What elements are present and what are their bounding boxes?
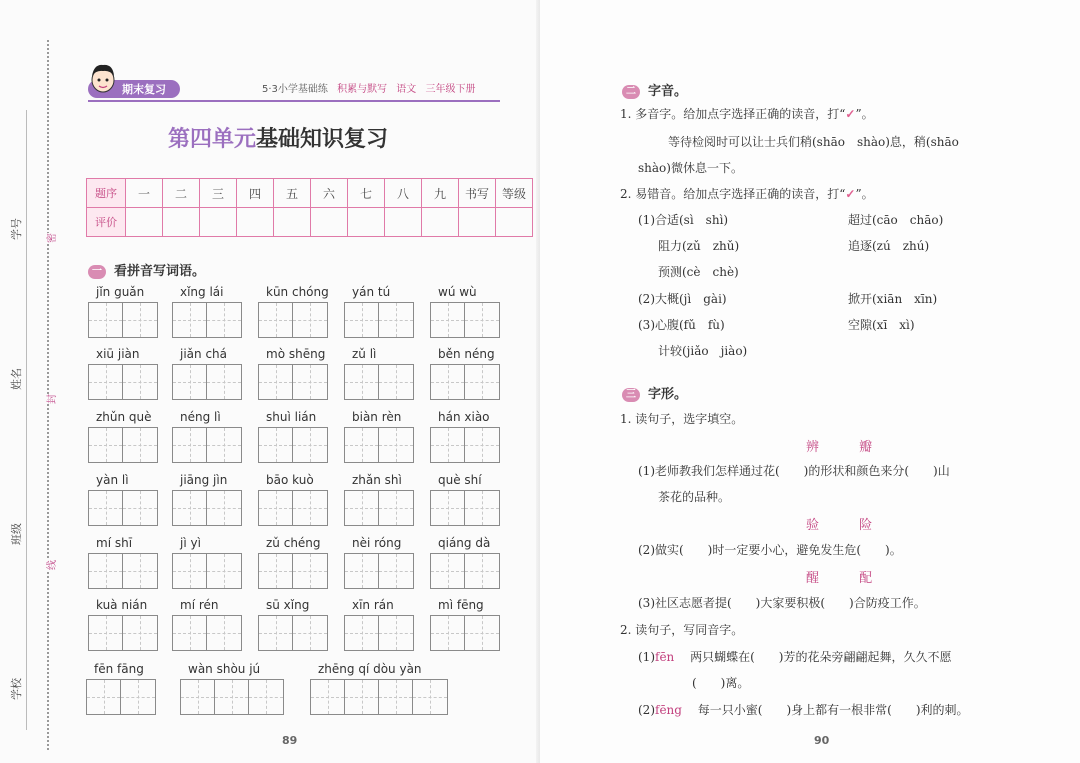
writing-box[interactable] [345,616,379,650]
section-number: 一 [88,265,106,279]
pinyin-label: jiāng jìn [180,473,228,487]
writing-boxes[interactable] [180,679,284,715]
writing-box[interactable] [207,365,241,399]
writing-boxes[interactable] [88,615,158,651]
score-col: 一 [126,179,163,208]
writing-box[interactable] [173,365,207,399]
writing-box[interactable] [293,554,327,588]
fill-sentence[interactable]: (1)老师教我们怎样通过花( )的形状和颜色来分( )山 [638,464,950,478]
pinyin-label: jiǎn chá [180,347,227,361]
writing-box[interactable] [259,365,293,399]
homophone-sentence-cont[interactable]: ( )离。 [692,676,750,690]
writing-boxes[interactable] [88,427,158,463]
writing-boxes[interactable] [88,553,158,589]
writing-box[interactable] [173,554,207,588]
question-text-end: ”。 [855,107,874,121]
pinyin-label: nèi róng [352,536,402,550]
pinyin-label: fēn fāng [94,662,144,676]
writing-box[interactable] [121,680,155,714]
writing-box[interactable] [293,428,327,462]
pinyin-label: shuì lián [266,410,317,424]
polyphone-sentence-a: 等待检阅时可以让士兵们稍(shāo shào)息，稍(shāo [668,135,959,149]
label-name: 姓名 [10,368,23,390]
writing-box[interactable] [207,428,241,462]
homophone-sentence[interactable]: (2)fēng 每一只小蜜( )身上都有一根非常( )利的刺。 [638,703,969,717]
header-info [262,80,475,95]
writing-box[interactable] [215,680,249,714]
label-class: 班级 [10,523,23,545]
pinyin-label: kūn chóng [266,285,329,299]
writing-box[interactable] [173,428,207,462]
homophone-text: 每一只小蜜( )身上都有一根非常( )利的刺。 [697,703,969,717]
pinyin-label: mì fēng [438,598,484,612]
writing-boxes[interactable] [430,427,500,463]
score-cell[interactable] [163,208,200,237]
check-mark-icon: ✓ [845,187,856,201]
score-row-label: 题序 [87,179,126,208]
pinyin-label: xīn rán [352,598,394,612]
question-homophone: 2. 读句子，写同音字。 [620,623,744,637]
writing-box[interactable] [89,428,123,462]
label-school: 学校 [10,678,23,700]
homophone-sentence[interactable]: (1)fēn 两只蝴蝶在( )芳的花朵旁翩翩起舞，久久不愿 [638,650,952,664]
writing-box[interactable] [123,554,157,588]
writing-boxes[interactable] [88,302,158,338]
writing-box[interactable] [379,554,413,588]
writing-boxes[interactable] [430,364,500,400]
pinyin-label: zhēng qí dòu yàn [318,662,422,676]
title-main: 基础知识复习 [256,127,389,152]
writing-boxes[interactable] [88,364,158,400]
question-fill-char: 1. 读句子，选字填空。 [620,412,744,426]
writing-box[interactable] [465,303,499,337]
writing-box[interactable] [173,303,207,337]
writing-box[interactable] [431,428,465,462]
writing-box[interactable] [123,428,157,462]
char-choice-pair: 醒 配 [806,571,891,586]
mark-seal-3: 线 [43,560,58,570]
header-divider [88,100,500,102]
writing-box[interactable] [259,616,293,650]
pinyin-label: zǔ lì [352,347,377,361]
question-easy-error [620,185,874,202]
homophone-pinyin: fēng [655,703,682,717]
writing-box[interactable] [207,616,241,650]
pronunciation-item[interactable]: 阻力(zǔ zhǔ) [658,239,740,253]
writing-boxes[interactable] [172,615,242,651]
writing-boxes[interactable] [344,427,414,463]
pinyin-label: què shí [438,473,482,487]
cartoon-boy-icon [88,62,118,96]
writing-boxes[interactable] [430,615,500,651]
page-number-left: 89 [282,734,298,747]
writing-box[interactable] [345,365,379,399]
title-accent: 第四单元 [168,127,257,152]
score-cell[interactable] [237,208,274,237]
writing-boxes[interactable] [344,364,414,400]
writing-boxes[interactable] [430,490,500,526]
score-cell[interactable] [348,208,385,237]
badge-label: 期末复习 [122,83,166,96]
binding-rule [26,110,27,730]
score-cell[interactable] [496,208,533,237]
writing-box[interactable] [379,616,413,650]
pinyin-label: mí shī [96,536,133,550]
section-two-heading [622,80,687,99]
right-page [540,0,1080,763]
score-cell[interactable] [311,208,348,237]
score-cell[interactable] [126,208,163,237]
section-number: 二 [622,85,640,99]
pronunciation-item[interactable]: 空隙(xī xì) [848,318,915,332]
pinyin-label: biàn rèn [352,410,402,424]
writing-box[interactable] [413,680,447,714]
pinyin-label: kuà nián [96,598,148,612]
writing-box[interactable] [293,365,327,399]
check-mark-icon: ✓ [845,107,856,121]
writing-box[interactable] [123,491,157,525]
writing-boxes[interactable] [258,364,328,400]
writing-box[interactable] [89,365,123,399]
writing-box[interactable] [123,303,157,337]
score-row-label: 评价 [87,208,126,237]
pinyin-label: běn néng [438,347,495,361]
writing-box[interactable] [345,554,379,588]
pinyin-label: wàn shòu jú [188,662,261,676]
writing-box[interactable] [181,680,215,714]
pronunciation-item[interactable]: 追逐(zú zhú) [848,239,930,253]
writing-boxes[interactable] [86,679,156,715]
pinyin-label: xiū jiàn [96,347,140,361]
fill-sentence-cont: 茶花的品种。 [658,490,731,504]
polyphone-sentence-b: shào)微休息一下。 [638,161,743,175]
writing-boxes[interactable] [258,490,328,526]
writing-boxes[interactable] [430,553,500,589]
page-title [168,122,388,153]
writing-box[interactable] [259,491,293,525]
section-three-heading [622,383,687,402]
writing-boxes[interactable] [172,427,242,463]
writing-box[interactable] [431,616,465,650]
writing-box[interactable] [173,616,207,650]
pinyin-label: jì yì [180,536,201,550]
pinyin-label: yàn lì [96,473,129,487]
writing-box[interactable] [465,491,499,525]
writing-box[interactable] [89,491,123,525]
score-cell[interactable] [459,208,496,237]
pinyin-label: sū xǐng [266,598,310,612]
question-polyphone [620,105,874,122]
pinyin-label: mò shēng [266,347,326,361]
writing-box[interactable] [249,680,283,714]
section-title: 看拼音写词语。 [114,264,206,279]
score-table [86,178,533,237]
writing-boxes[interactable] [344,553,414,589]
writing-box[interactable] [293,491,327,525]
writing-boxes[interactable] [344,490,414,526]
writing-box[interactable] [379,365,413,399]
writing-box[interactable] [431,303,465,337]
homophone-text: 两只蝴蝶在( )芳的花朵旁翩翩起舞，久久不愿 [690,650,952,664]
writing-boxes[interactable] [172,302,242,338]
fill-sentence[interactable]: (2)做实( )时一定要小心，避免发生危( )。 [638,543,902,557]
pinyin-label: zhǎn shì [352,473,402,487]
writing-box[interactable] [89,554,123,588]
pinyin-label: xǐng lái [180,285,224,299]
grade-name: 三年级下册 [425,84,476,95]
score-col: 书写 [459,179,496,208]
pinyin-label: zhǔn què [96,410,152,424]
writing-box[interactable] [379,428,413,462]
char-choice-pair: 验 险 [806,518,891,533]
writing-boxes[interactable] [344,302,414,338]
writing-box[interactable] [431,365,465,399]
score-cell[interactable] [422,208,459,237]
section-number: 三 [622,388,640,402]
score-col: 九 [422,179,459,208]
score-col: 六 [311,179,348,208]
score-col: 二 [163,179,200,208]
writing-box[interactable] [207,554,241,588]
question-text-end: ”。 [855,187,874,201]
topic-name: 积累与默写 [337,84,388,95]
writing-boxes[interactable] [258,427,328,463]
pinyin-label: zǔ chéng [266,536,321,550]
pinyin-label: hán xiào [438,410,490,424]
score-col: 三 [200,179,237,208]
pinyin-label: néng lì [180,410,221,424]
writing-box[interactable] [465,428,499,462]
section-title: 字形。 [648,387,688,402]
section-one-heading [88,260,205,279]
writing-box[interactable] [87,680,121,714]
pinyin-label: wú wù [438,285,477,299]
writing-boxes[interactable] [258,553,328,589]
label-student-id: 学号 [10,218,23,240]
writing-box[interactable] [345,303,379,337]
homophone-pinyin: fēn [655,650,675,664]
score-cell[interactable] [385,208,422,237]
writing-boxes[interactable] [258,615,328,651]
subject-name: 语文 [396,84,417,95]
writing-box[interactable] [207,491,241,525]
score-row-evaluation [87,208,533,237]
question-text: 1. 多音字。给加点字选择正确的读音，打“ [620,107,846,121]
writing-box[interactable] [465,365,499,399]
writing-boxes[interactable] [172,490,242,526]
series-name: 5·3小学基础练 [262,84,328,95]
pinyin-label: jǐn guǎn [96,285,145,299]
writing-box[interactable] [293,303,327,337]
writing-box[interactable] [259,554,293,588]
writing-box[interactable] [259,428,293,462]
char-choice-pair: 辨 瓣 [806,440,891,455]
writing-box[interactable] [379,303,413,337]
writing-box[interactable] [465,616,499,650]
writing-boxes[interactable] [172,553,242,589]
pronunciation-item[interactable]: 计较(jiǎo jiào) [658,344,748,358]
writing-boxes[interactable] [310,679,448,715]
mark-seal-2: 封 [43,394,58,404]
fill-sentence[interactable]: (3)社区志愿者提( )大家要积极( )合防疫工作。 [638,596,926,610]
writing-boxes[interactable] [344,615,414,651]
pinyin-label: yán tú [352,285,391,299]
pinyin-label: qiáng dà [438,536,491,550]
score-col: 四 [237,179,274,208]
writing-box[interactable] [431,491,465,525]
score-col: 七 [348,179,385,208]
writing-box[interactable] [293,616,327,650]
writing-box[interactable] [123,365,157,399]
writing-box[interactable] [379,680,413,714]
score-cell[interactable] [274,208,311,237]
writing-box[interactable] [311,680,345,714]
writing-box[interactable] [345,680,379,714]
writing-boxes[interactable] [258,302,328,338]
pronunciation-item[interactable]: (2)大概(jì gài) [638,292,727,306]
pinyin-label: mí rén [180,598,219,612]
writing-box[interactable] [89,616,123,650]
score-col: 五 [274,179,311,208]
writing-box[interactable] [89,303,123,337]
pronunciation-item[interactable]: 预测(cè chè) [658,265,739,279]
writing-box[interactable] [173,491,207,525]
section-title: 字音。 [648,84,688,99]
writing-box[interactable] [123,616,157,650]
pinyin-label: bāo kuò [266,473,314,487]
writing-box[interactable] [259,303,293,337]
writing-box[interactable] [207,303,241,337]
writing-box[interactable] [345,491,379,525]
score-row-sequence [87,179,533,208]
mark-seal-1: 密 [43,233,58,243]
score-col: 八 [385,179,422,208]
pronunciation-item[interactable]: 掀开(xiān xīn) [848,292,938,306]
writing-boxes[interactable] [430,302,500,338]
writing-box[interactable] [379,491,413,525]
question-text: 2. 易错音。给加点字选择正确的读音，打“ [620,187,846,201]
pronunciation-item[interactable]: (1)合适(sì shì) [638,213,729,227]
binding-strip [0,0,62,763]
writing-box[interactable] [345,428,379,462]
writing-boxes[interactable] [172,364,242,400]
pronunciation-item[interactable]: 超过(cāo chāo) [848,213,944,227]
score-cell[interactable] [200,208,237,237]
pronunciation-item[interactable]: (3)心腹(fǔ fù) [638,318,725,332]
writing-boxes[interactable] [88,490,158,526]
page-number-right: 90 [814,734,830,747]
writing-box[interactable] [465,554,499,588]
writing-box[interactable] [431,554,465,588]
score-col: 等级 [496,179,533,208]
